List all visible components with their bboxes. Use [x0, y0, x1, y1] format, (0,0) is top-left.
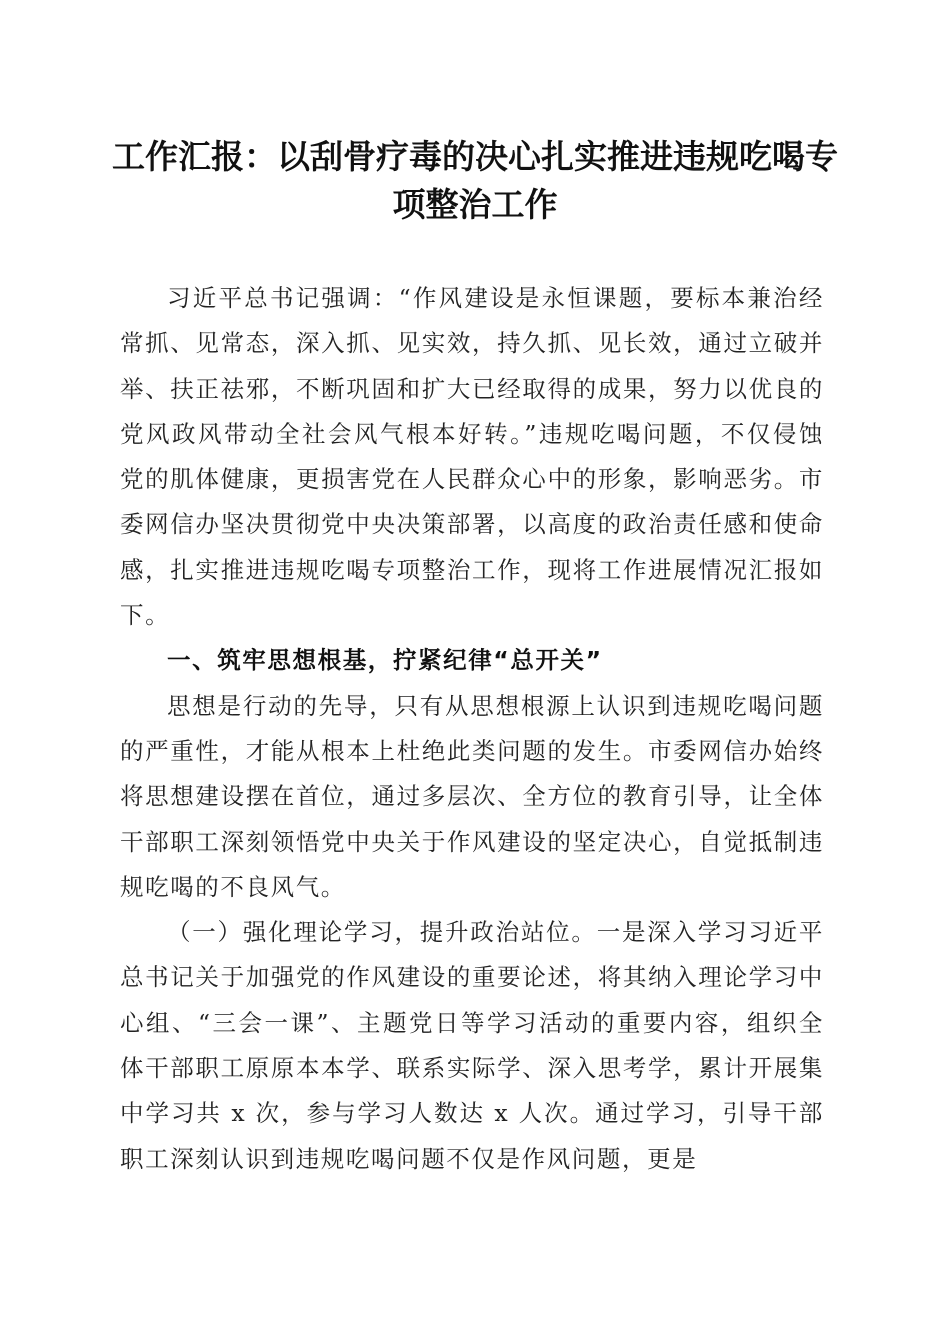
subsection-body: 一是深入学习习近平总书记关于加强党的作风建设的重要论述，将其纳入理论学习中心组、“三会一课”、主题党日等学习活动的重要内容，组织全体干部职工原原本本学、联系实际学、深入思考学，累计开展集中学习共 x 次，参与学习人数达 x 人次。通过学习，引导干部职工深刻认识到违规吃喝问题不仅是作风问题，更是 [120, 918, 824, 1173]
subsection-lead: （一）强化理论学习，提升政治站位。 [167, 918, 597, 947]
section-paragraph: 思想是行动的先导，只有从思想根源上认识到违规吃喝问题的严重性，才能从根本上杜绝此类问题的发生。市委网信办始终将思想建设摆在首位，通过多层次、全方位的教育引导，让全体干部职工深刻领悟党中央关于作风建设的坚定决心，自觉抵制违规吃喝的不良风气。 [120, 691, 824, 901]
subsection-paragraph [120, 910, 824, 1182]
document-body [120, 276, 824, 1182]
document-title: 工作汇报：以刮骨疗毒的决心扎实推进违规吃喝专项整治工作 [112, 137, 838, 224]
intro-paragraph: 习近平总书记强调：“作风建设是永恒课题，要标本兼治经常抓、见常态，深入抓、见实效，持久抓、见长效，通过立破并举、扶正祛邪，不断巩固和扩大已经取得的成果，努力以优良的党风政风带动全社会风气根本好转。”违规吃喝问题，不仅侵蚀党的肌体健康，更损害党在人民群众心中的形象，影响恶劣。市委网信办坚决贯彻党中央决策部署，以高度的政治责任感和使命感，扎实推进违规吃喝专项整治工作，现将工作进展情况汇报如下。 [120, 284, 824, 630]
section-heading: 一、筑牢思想根基，拧紧纪律“总开关” [167, 646, 603, 675]
